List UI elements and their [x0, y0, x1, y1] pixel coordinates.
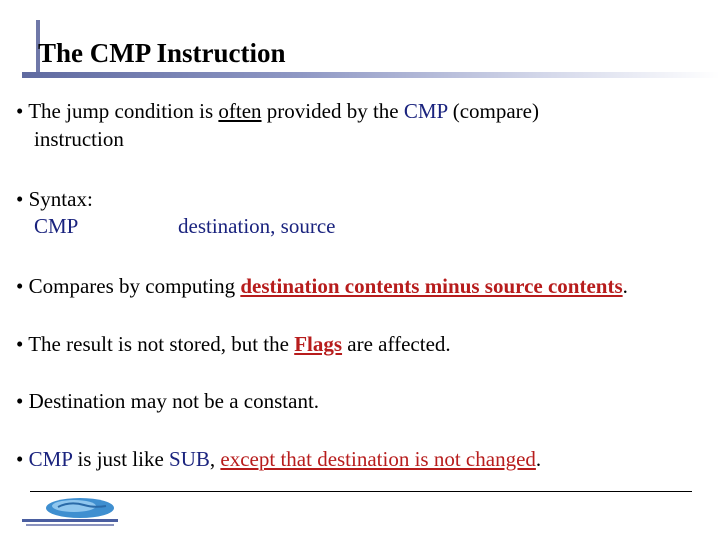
- text: The jump condition is: [28, 99, 219, 123]
- text: ,: [209, 447, 221, 471]
- footer-divider: [30, 491, 692, 492]
- title-horizontal-bar: [22, 72, 720, 78]
- text: is just like: [72, 447, 170, 471]
- bullet-continuation: instruction: [34, 127, 124, 151]
- bullet-destination: [16, 387, 319, 415]
- slide-title: The CMP Instruction: [38, 38, 286, 68]
- syntax-label: Syntax:: [28, 187, 93, 211]
- bullet-glyph: •: [16, 332, 24, 356]
- bullet-syntax: [16, 185, 93, 213]
- cmp-keyword: CMP: [403, 99, 448, 123]
- syntax-operands: destination, source: [178, 214, 336, 238]
- text: provided by the: [261, 99, 404, 123]
- sub-keyword: SUB: [169, 447, 210, 471]
- underlined-often: often: [218, 99, 262, 123]
- bullet-glyph: •: [16, 187, 24, 211]
- bullet-jump-condition: [16, 97, 539, 153]
- emphasis-subtraction: destination contents minus source contents: [240, 274, 623, 298]
- text: are affected.: [342, 332, 451, 356]
- globe-logo-icon: [18, 497, 122, 531]
- bullet-compares: [16, 272, 628, 300]
- bullet-glyph: •: [16, 389, 24, 413]
- bullet-cmp-vs-sub: [16, 445, 541, 473]
- bullet-glyph: •: [16, 274, 24, 298]
- text: The result is not stored, but the: [28, 332, 295, 356]
- emphasis-flags: Flags: [294, 332, 343, 356]
- cmp-keyword: CMP: [28, 447, 73, 471]
- bullet-glyph: •: [16, 99, 24, 123]
- text: Destination may not be a constant.: [28, 389, 320, 413]
- text: Compares by computing: [28, 274, 241, 298]
- emphasis-not-changed: except that destination is not changed: [220, 447, 536, 471]
- bullet-glyph: •: [16, 447, 24, 471]
- text: (compare): [447, 99, 539, 123]
- text: .: [535, 447, 542, 471]
- bullet-result: [16, 330, 451, 358]
- syntax-mnemonic: CMP: [34, 214, 79, 238]
- text: .: [622, 274, 628, 298]
